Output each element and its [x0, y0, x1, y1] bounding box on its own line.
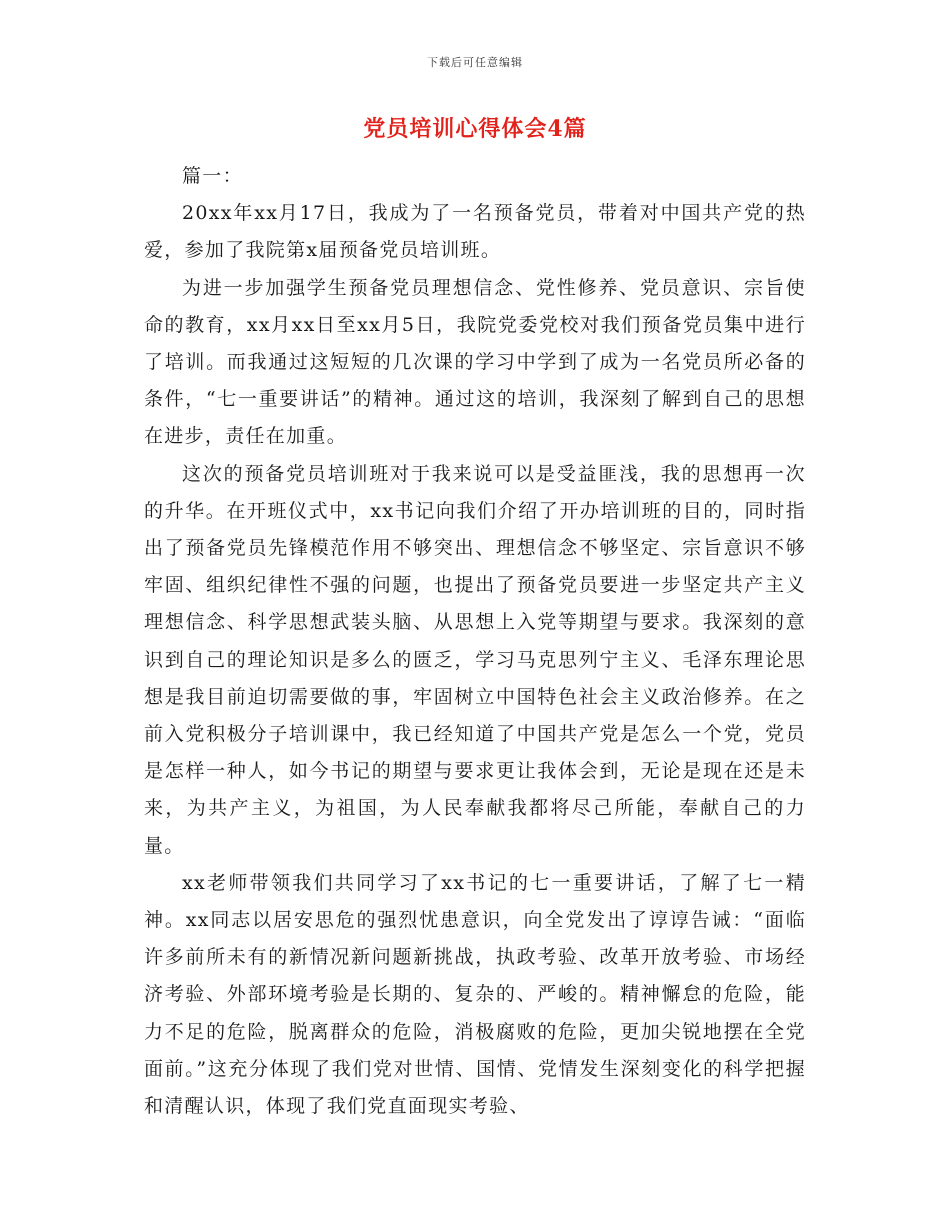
header-note: 下载后可任意编辑	[427, 56, 523, 69]
paragraph: 为进一步加强学生预备党员理想信念、党性修养、党员意识、宗旨使命的教育，xx月xx日至xx月5日，我院党委党校对我们预备党员集中进行了培训。而我通过这短短的几次课的学习中学到了成为一名党员所必备的条件，“七一重要讲话”的精神。通过这的培训，我深刻了解到自己的思想在进步，责任在加重。	[144, 276, 806, 448]
paragraph: 20xx年xx月17日，我成为了一名预备党员，带着对中国共产党的热爱，参加了我院第x届预备党员培训班。	[144, 202, 806, 262]
document-title: 党员培训心得体会4篇	[363, 116, 587, 142]
paragraph: 这次的预备党员培训班对于我来说可以是受益匪浅，我的思想再一次的升华。在开班仪式中，xx书记向我们介绍了开办培训班的目的，同时指出了预备党员先锋模范作用不够突出、理想信念不够坚定、宗旨意识不够牢固、组织纪律性不强的问题，也提出了预备党员要进一步坚定共产主义理想信念、科学思想武装头脑、从思想上入党等期望与要求。我深刻的意识到自己的理论知识是多么的匮乏，学习马克思列宁主义、毛泽东理论思想是我目前迫切需要做的事，牢固树立中国特色社会主义政治修养。在之前入党积极分子培训课中，我已经知道了中国共产党是怎么一个党，党员是怎样一种人，如今书记的期望与要求更让我体会到，无论是现在还是未来，为共产主义，为祖国，为人民奉献我都将尽己所能，奉献自己的力量。	[144, 462, 806, 857]
paragraph: xx老师带领我们共同学习了xx书记的七一重要讲话，了解了七一精神。xx同志以居安思危的强烈忧患意识，向全党发出了谆谆告诫：“面临许多前所未有的新情况新问题新挑战，执政考验、改革开放考验、市场经济考验、外部环境考验是长期的、复杂的、严峻的。精神懈怠的危险，能力不足的危险，脱离群众的危险，消极腐败的危险，更加尖锐地摆在全党面前。”这充分体现了我们党对世情、国情、党情发生深刻变化的科学把握和清醒认识，体现了我们党直面现实考验、	[144, 871, 806, 1118]
document-body	[144, 158, 806, 1125]
paragraph-section-label: 篇一：	[182, 165, 243, 187]
